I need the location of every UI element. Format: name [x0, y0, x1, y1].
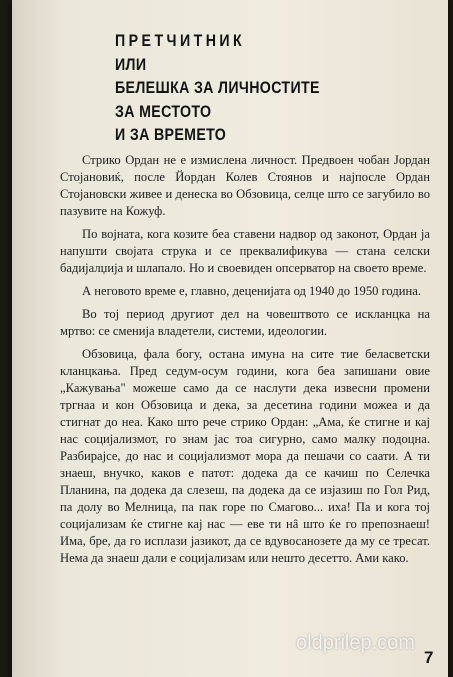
body-text [60, 152, 430, 573]
paragraph-2: По војната, кога козите беа ставени надвор од законот, Ордан ја напушти својата струка и се преквалификува — стана селски бадијалџија и шлапало. Но и своевиден опсерватор на своето време. [60, 227, 430, 275]
heading-line-2: ИЛИ [115, 55, 147, 74]
paragraph-1: Стрико Ордан не е измислена личност. Предвоен чобан Јордан Стојановиќ, после Йордан Колев Стоянов и најпосле Ордан Стојановски живее и денеска во Обзовица, селце што се загубило во пазувите на Кожуф. [60, 153, 430, 218]
heading-line-3: БЕЛЕШКА ЗА ЛИЧНОСТИТЕ [115, 79, 320, 97]
heading-line-1: ПРЕТЧИТНИК [115, 32, 246, 50]
paragraph-3: А неговото време е, главно, децениjата од 1940 до 1950 година. [82, 284, 421, 298]
watermark: oldprilep.com [296, 632, 415, 654]
heading-line-4: ЗА МЕСТОТО [115, 102, 212, 121]
heading-line-5: И ЗА ВРЕМЕТО [115, 126, 227, 144]
chapter-heading [115, 30, 375, 148]
paragraph-4: Во тој период другиот дел на човештвото се искланцка на мртво: се сменија владетели, системи, идеологии. [60, 307, 430, 338]
book-page [12, 0, 448, 677]
page-number: 7 [424, 648, 434, 667]
paragraph-5: Обзовица, фала богу, остана имуна на сите тие беласветски кланцкања. Пред седум-осум години, кога беа запишани овие „Кажувања" можеше само да се наслути дека извесни промени тргнаа и кон Обзовица и дека, за десетина години можеа и да стигнат до неа. Како што рече стрико Ордан: „Ама, ќе стигне и кај нас социјализмот, го знам јас тоа сигурно, само малку подоцна. Разбирајсе, до нас и социјализмот мора да пешачи со саати. А ти знаеш, внучко, каков е патот: додека да се качиш по Селечка Планина, па додека да слезеш, па додека да се изјазиш по Гол Рид, па долу во Мелница, па пак горе по Смагово... иха! Па и кога тој социјализам ќе стигне кај нас — еве ти нâ што ќе го препознаеш! Има, бре, да го исплази јазикот, да се вдувосанозете да му се тресат. Нема да знаеш дали е социјализам или нешто десетто. Ами како. [60, 347, 430, 565]
